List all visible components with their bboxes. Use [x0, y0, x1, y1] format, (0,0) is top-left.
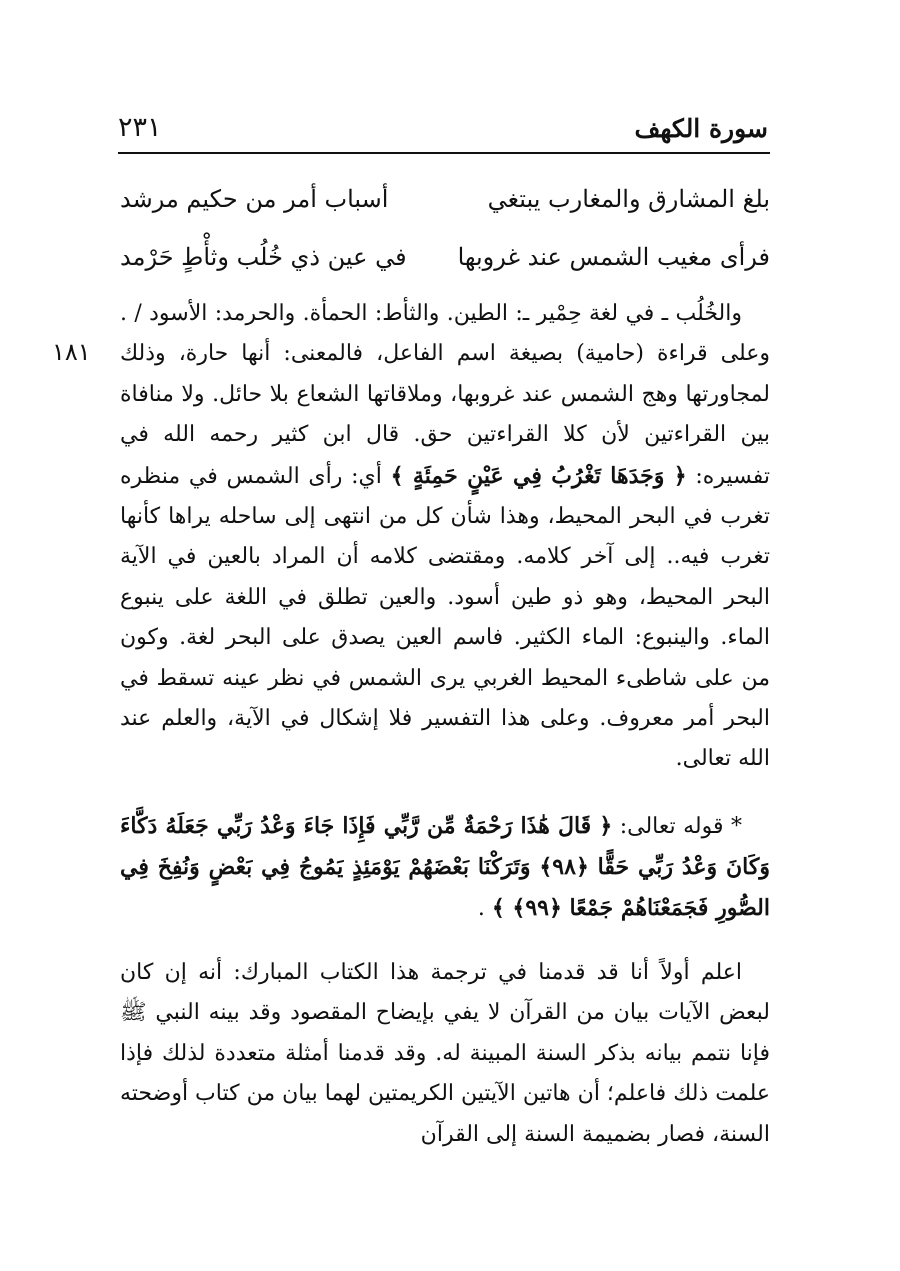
explanation-paragraph: اعلم أولاً أنا قد قدمنا في ترجمة هذا الكتاب المبارك: أنه إن كان لبعض الآيات بيان من القرآن لا يفي بإيضاح المقصود وقد بينه النبي ﷺ فإنا نتمم بيانه بذكر السنة المبينة له. وقد قدمنا أمثلة متعددة لذلك فإذا علمت ذلك فاعلم؛ أن هاتين الآيتين الكريمتين لهما بيان من كتاب أوضحته السنة، فصار بضميمة السنة إلى القرآن	[120, 959, 770, 1147]
poem-line-2	[120, 228, 770, 286]
poem-hemistich-left: أسباب أمر من حكيم مرشد	[120, 185, 389, 213]
quran-verses: ﴿ قَالَ هَٰذَا رَحْمَةٌ مِّن رَّبِّي فَإِذَا جَاءَ وَعْدُ رَبِّي جَعَلَهُ دَكَّاءَ وَكَانَ وَعْدُ رَبِّي حَقًّا ﴿٩٨﴾ وَتَرَكْنَا بَعْضَهُمْ يَوْمَئِذٍ يَمُوجُ فِي بَعْضٍ وَنُفِخَ فِي الصُّورِ فَجَمَعْنَاهُمْ جَمْعًا ﴿٩٩﴾ ﴾	[120, 812, 770, 921]
poem-hemistich-left: في عين ذي خُلُب وثأْطٍ حَرْمد	[120, 243, 407, 271]
poem-hemistich-right: بلغ المشارق والمغارب يبتغي	[487, 185, 770, 213]
commentary-text: والخُلُب ـ في لغة حِمْير ـ: الطين. والثأط: الحمأة. والحرمد: الأسود / . وعلى قراءة (حامية) بصيغة اسم الفاعل، فالمعنى: أنها حارة، وذلك لمجاورتها وهج الشمس عند غروبها، وملاقاتها الشعاع بلا حائل. ولا منافاة بين القراءتين لأن كلا القراءتين حق. قال ابن كثير رحمه الله في تفسيره:	[120, 301, 771, 489]
page-header	[118, 108, 770, 154]
poem-line-1	[120, 170, 770, 228]
verse-section	[120, 806, 770, 929]
page-number: ٢٣١	[118, 112, 162, 143]
page-content	[120, 170, 770, 1155]
surah-title: سورة الكهف	[634, 114, 768, 143]
poem-hemistich-right: فرأى مغيب الشمس عند غروبها	[457, 243, 770, 271]
commentary-text-continued: أي: رأى الشمس في منظره تغرب في البحر المحيط، وهذا شأن كل من انتهى إلى ساحله يراها كأنها تغرب فيه.. إلى آخر كلامه. ومقتضى كلامه أن المراد بالعين في الآية البحر المحيط، وهو ذو طين أسود. والعين تطلق في اللغة على ينبوع الماء. والينبوع: الماء الكثير. فاسم العين يصدق على البحر لغة. وكون من على شاطىء المحيط الغربي يرى الشمس في نظر عينه تسقط في البحر أمر معروف. وعلى هذا التفسير فلا إشكال في الآية، والعلم عند الله تعالى.	[120, 463, 770, 772]
verse-trail: .	[477, 895, 492, 921]
verse-lead: * قوله تعالى:	[612, 813, 742, 839]
quran-quote: ﴿ وَجَدَهَا تَغْرُبُ فِي عَيْنٍ حَمِئَةٍ ﴾	[390, 462, 687, 489]
commentary-paragraph	[120, 294, 770, 780]
margin-reference: ١٨١	[52, 338, 91, 366]
